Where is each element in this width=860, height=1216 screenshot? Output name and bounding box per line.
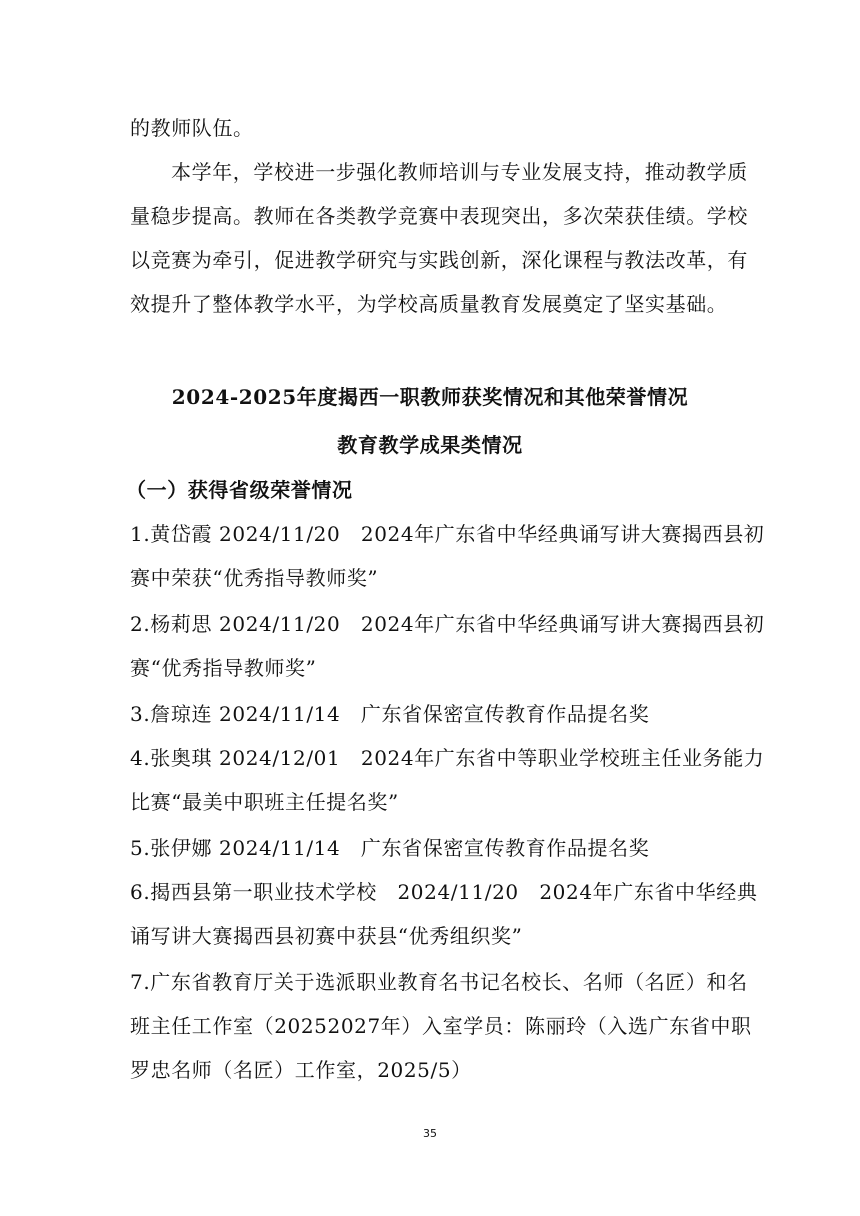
award-item-7-line-3: 罗忠名师（名匠）工作室，2025/5） <box>130 1058 472 1082</box>
award-item-3: 3.詹琼连 2024/11/14 广东省保密宣传教育作品提名奖 <box>130 702 650 726</box>
intro-paragraph-line: 本学年，学校进一步强化教师培训与专业发展支持，推动教学质 <box>171 160 748 184</box>
award-item-2-line-2: 赛“优秀指导教师奖” <box>130 656 317 680</box>
intro-continuation-line: 的教师队伍。 <box>130 116 254 140</box>
award-item-1-line-1: 1.黄岱霞 2024/11/20 2024年广东省中华经典诵写讲大赛揭西县初 <box>130 522 765 546</box>
intro-paragraph-line: 量稳步提高。教师在各类教学竞赛中表现突出，多次荣获佳绩。学校 <box>130 204 748 228</box>
award-item-6-line-2: 诵写讲大赛揭西县初赛中获县“优秀组织奖” <box>130 924 523 948</box>
intro-paragraph-line: 效提升了整体教学水平，为学校高质量教育发展奠定了坚实基础。 <box>130 292 728 316</box>
section-subtitle: 教育教学成果类情况 <box>337 433 523 457</box>
award-item-4-line-1: 4.张奥琪 2024/12/01 2024年广东省中等职业学校班主任业务能力 <box>130 746 765 770</box>
subsection-heading: （一）获得省级荣誉情况 <box>126 478 353 502</box>
award-item-1-line-2: 赛中荣获“优秀指导教师奖” <box>130 566 379 590</box>
intro-paragraph-line: 以竞赛为牵引，促进教学研究与实践创新，深化课程与教法改革，有 <box>130 248 748 272</box>
award-item-5: 5.张伊娜 2024/11/14 广东省保密宣传教育作品提名奖 <box>130 836 650 860</box>
award-item-7-line-1: 7.广东省教育厅关于选派职业教育名书记名校长、名师（名匠）和名 <box>130 970 748 994</box>
award-item-6-line-1: 6.揭西县第一职业技术学校 2024/11/20 2024年广东省中华经典 <box>130 880 758 904</box>
award-item-4-line-2: 比赛“最美中职班主任提名奖” <box>130 790 399 814</box>
award-item-7-line-2: 班主任工作室（20252027年）入室学员：陈丽玲（入选广东省中职 <box>130 1014 752 1038</box>
section-title: 2024-2025年度揭西一职教师获奖情况和其他荣誉情况 <box>171 385 689 409</box>
award-item-2-line-1: 2.杨莉思 2024/11/20 2024年广东省中华经典诵写讲大赛揭西县初 <box>130 612 765 636</box>
page-number: 35 <box>423 1127 437 1140</box>
